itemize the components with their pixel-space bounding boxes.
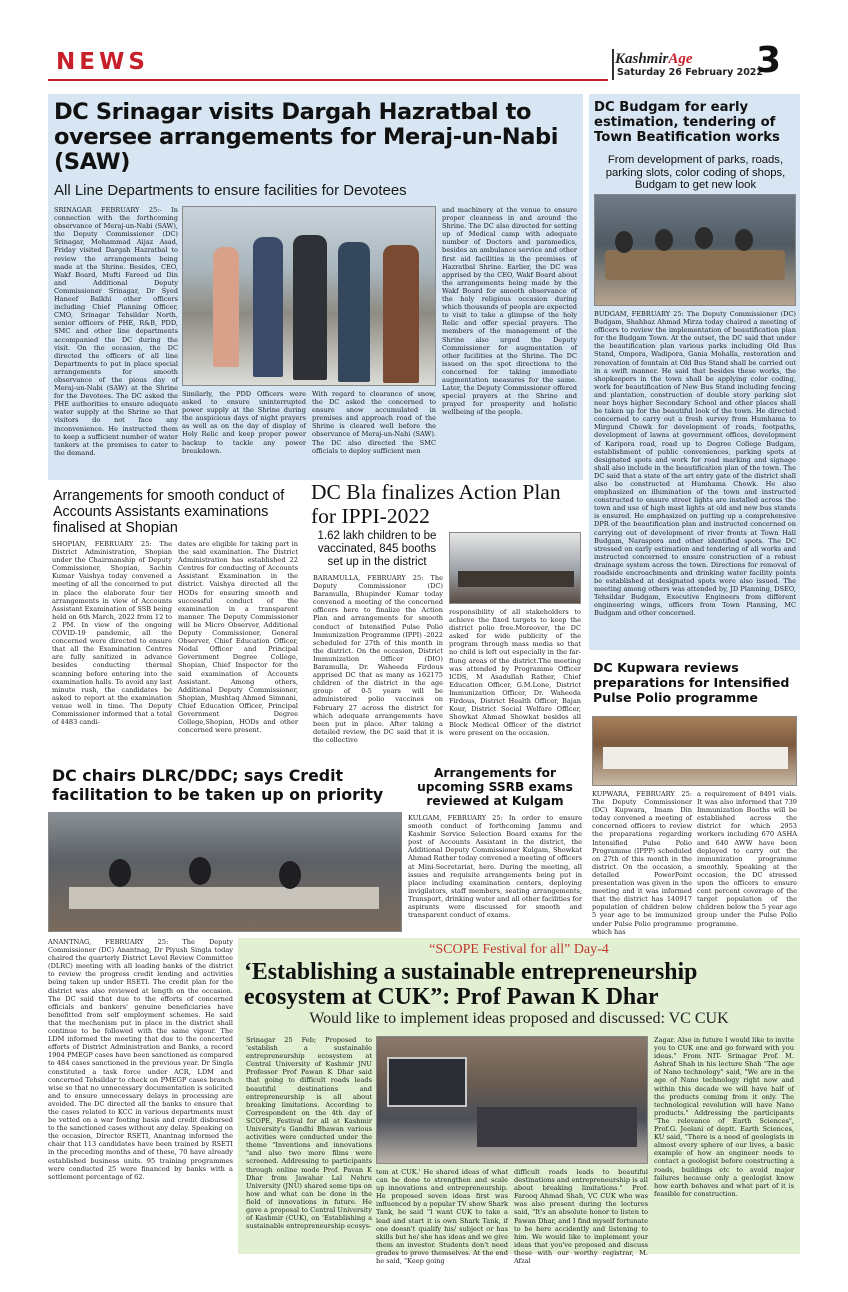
photo-kupwara-meeting [592,716,797,786]
photo-scope-festival [376,1036,648,1164]
story-anantnag-body: ANANTNAG, FEBRUARY 25: The Deputy Commissioner (DC) Anantnag, Dr Piyush Singla today chaired the quarterly District Level Review Committee (DLRC) meeting with all leading banks of the district to review the progress credit lending and activities being taken up under RSETI. The credit plan for the district was also reviewed at length on the occasion. The DC said that due to the efforts of concerned officials and bankers' genuine beneficiaries have benefitted from self employment schemes. He said that the mechanism put in place in the district shall continue to be followed with the same vigour. The LDM informed the meeting that due to the concerted efforts of District Administration and Banks, a record 1904 PMEGP cases have been sanctioned as compared to 484 cases sanctioned in the previous year. Dr Singla constituted a task force under ACR, LDM and concerned Tehsildar to check on PMEGP cases branch wise so that no unnecessary documentation is solicited and to ensure unnecessary delays in processing are avoided. The DC directed all the banks to ensure that the cases related to KCC in various departments must be vetted on a war footing basis and credit disbursed to the sanctioned cases without any delay. Speaking on the occasion, Director RSETI, Anantnag informed the chair that 113 candidates have been trained by RSETI in the preceding months and of these, 70 have already established business units. 95 training programmes were conducted 25 were financed by banks with a settlement percentage of 62. [48,938,233,1181]
story-shopian-col1: SHOPIAN, FEBRUARY 25: The District Administration, Shopian under the Chairmanship of Deputy Commissioner, Shopian, Sachin Kumar Vaishya today convened a meeting of all the concerned to put in place the elaborate four tier arrangements in view of Accounts Assistant Examination of SSB being held on 6th March, 2022 from 12 to 2 PM. In view of the ongoing COVID-19 pandemic, all the concerned were directed to ensure that all the Examination Centres are fully sanitized in advance besides conducting thermal scanning before entering into the examination halls. To avoid any last minute rush, the candidates be asked to report at the examination venue well in time. The Deputy Commissioner informed that a total of 4483 candi- [52,540,172,727]
story-scope-col1: Srinagar 25 Feb; Proposed to 'establish a sustainable entrepreneurship ecosystem at Central University of Kashmir JNU Professor Prof Pawan K Dhar said that going to difficult roads leads beautiful destinations and entrepreneurship is all about breaking limitations. According to Correspondent on the 4th day of SCOPE, Festival for all at Kashmir University's Gandhi Bhawan various activities were conducted under the theme "Inventions and innovations "and also two more films were screened. Addressing to participants through online mode Prof. Pavan K Dhar from Jawahar Lal Nehru University (JNU) shared some tips on how and what can be done in the field of innovations in future. He gave a proposal to Central University of Kashmir (CUK), on 'Establishing a sustainable entrepreneurship ecosys- [246,1036,372,1231]
story-srinagar-col3: With regard to clearance of snow, the DC asked the concerned to ensure snow accumulated in premises and approach road of the Shrine is cleared well before the observance of Meraj-un-Nabi (SAW). The DC also directed the SMC officials to deploy sufficient men [312,390,436,455]
story-anantnag [48,752,402,932]
story-scope-col2: tem at CUK.' He shared ideas of what can be done to strengthen and scale up innovations and entrepreneurship. He proposed seven ideas first was influenced by a popular TV show Shark Tank, he said "I want CUK to take a lead and start it is own Shark Tank, if one doesn't qualify his/ subject or has skills but he/ she has ideas and we give them an investor. Students don't need grades to prove themselves. At the end he said, "Keep going [376,1168,508,1266]
story-srinagar-col1: SRINAGAR FEBRUARY 25:- In connection with the forthcoming observance of Meraj-un-Nabi (SAW), the Deputy Commissioner (DC) Srinagar, Mohammad Aijaz Asad, Friday visited Dargah Hazratbal to review the arrangements being made at the Shrine. Besides, CEO, Wakf Board, Mufti Fareed ud Din and Additional Deputy Commissioner Srinagar, Dr Syed Haneef Balkhi other officers including Chief Planning Officer, CMO, Srinagar Tehsildar North, senior officers of PHE, R&B, PDD, SMC and other line departments accompanied the DC during the visit. On the occasion, the DC directed the officers of all line Departments to put in place special arrangements for smooth observance of the pious day of Meraj-un-Nabi (SAW) at the Shrine for the Devotees. The DC asked the PHE authorities to ensure adequate water supply at the Shrine so that visitors do not face any inconvenience. He instructed them to keep a sufficient number of water tankers at the premises to cater to the demand. [54,206,178,457]
photo-hazratbal-visit [182,206,436,386]
edition-date: Saturday 26 February 2022 [617,67,764,78]
paper-name-part2: Age [668,51,693,67]
story-kulgam-headline: Arrangements for upcoming SSRB exams reviewed at Kulgam [417,766,573,808]
story-baramulla-col2: responsibility of all stakeholders to achieve the fixed targets to keep the district polio free.Moreover, the DC asked for wide publicity of the program through mass media so that no child is left out especially in the far-flung areas of the district.The meeting was attended by Programme Officer ICDS, M Asadullah Rather, Chief Education Officer, G.M.Lone, District Immunization Officer, Dr. Waheeda Firdous, District Health Officer, Bajan Kour, District Social Welfare Officer, Showkat Ahmad Showkat besides all Block Medical Officer of the district were present on the occasion. [449,608,581,738]
story-kupwara-col1: KUPWARA, FEBRUARY 25: The Deputy Commissioner (DC) Kupwara, Imam Din today convened a meeting of concerned officers to review the preparations regarding Intensified Pulse Polio Programme (IPPP) scheduled on 27th of this month in the district. On the occasion, a detailed PowerPoint presentation was given in the meeting and it was informed that the district has 140917 population of children below 5 year age to be immunized under Pulse Polio programme which has [592,790,692,936]
section-label: NEWS [56,49,149,75]
page-number: 3 [756,40,782,81]
story-baramulla-col1: BARAMULLA, FEBRUARY 25: The Deputy Commissioner (DC) Baramulla, Bhupinder Kumar today convened a meeting of the concerned officers here to finalize the Action Plan and arrangements for smooth conduct of Intensified Pulse Polio Immunization Programme (IPPI) -2022 scheduled for 27th of this month in the district. On the occasion, District Immunization Officer (DIO) Baramulla, Dr. Waheeda Firdous apprised DC that as many as 162175 children of the district in the age group of 0-5 years will be administered polio vaccines on February 27 across the district for which adequate arrangements have been put in place. After taking a detailed review, the DC said that it is the collective [313,574,443,744]
story-baramulla-subhead: 1.62 lakh children to be vaccinated, 845 booths set up in the district [317,530,437,568]
story-scope-festival [238,938,800,1266]
story-kulgam [404,752,585,932]
photo-baramulla-meeting [449,532,581,604]
masthead-rule [48,79,608,81]
story-budgam [589,94,800,650]
story-shopian [48,484,301,746]
story-budgam-body: BUDGAM, FEBRUARY 25: The Deputy Commissioner (DC) Budgam, Shahbaz Ahmad Mirza today chaired a meeting of officers to review the implementation of beautification plan for the Budgam Town. At the outset, the DC said that under the beautification plan various parks including Old Bus Stand, Ompora, Wadipora, Gania Mohalla, restoration and renovation of fountain at Old Bus Stand shall be carried out in a swift manner. He said that besides these works, the shopkeepers in the town shall be applying color coding, work for beautification of New Bus Stand including fencing and plantation, construction of double story parking slot near boys higher Secondary School and other places shall be taken up for the beautiful look of the town. He directed concerned to carry out a fresh survey from Humhama to Mirgund Chowk for development of roads, footpaths, development of lawns at government offices, development of Karipora road, road up to Degree College Budgam, establishment of public conveniences, parking spots at designated spots and work for road marking and signage shall also include in the beautification plan of the town. The DC said that a state of the art entry gate of the district shall also be constructed at Humhama Chowk. He also emphasized on illumination of the town and instructed constructed to ensure street lights are installed across the town and use of high mast lights at old and new bus stands is ensured. He emphasized on putting up a comprehensive DPR of the beautification plan and instructed concerned on carrying out of development of river fronts at Town Hall Budgam, Naraspora and other identified spots. The DC stressed on early estimation and tendering of all works and instructed concerned to ensure construction of a robust drainage system across the town. Directions for removal of roadside encroachments and drinking water facility points be established at designated spots were also issued. The meeting among others was attended by, JD Planning, DSEO, Tehsildar Budgam, Executive Engineers from different engineering wings, officers from Town Planning, MC Budgam and other concerned. [594,310,796,618]
story-budgam-headline: DC Budgam for early estimation, tendering of Town Beatification works [594,100,780,145]
story-baramulla [307,480,583,746]
story-srinagar [48,94,583,480]
kashmir-age-logo [615,48,745,66]
story-srinagar-col2: Similarly, the PDD Officers were asked to ensure uninterrupted power supply at the Shrine during the auspicious days of night prayers as well as on the day of display of Holy Relic and keep proper power backup to tackle any power breakdown. [182,390,306,455]
photo-anantnag-meeting [48,812,402,932]
story-srinagar-subhead: All Line Departments to ensure facilities for Devotees [54,182,407,199]
story-scope-subhead: Would like to implement ideas proposed and discussed: VC CUK [309,1010,729,1027]
story-srinagar-col4: and machinery at the venue to ensure proper cleanness in and around the Shrine. The DC also directed for setting up of Medical camp with adequate number of Doctors and paramedics, besides an ambulance service and other first aid facilities in the premises of Hazratbal Shrine. Earlier, the DC was apprised by the CEO, Wakf Board about the arrangements being made by the Wakf Board for smooth observance of the holy religious occasion during which thousands of people are expected to visit to take a glimpse of the holy Relic and offer special prayers. The members of the management of the Shrine also urged the Deputy Commissioner for augmentation of other facilities at the Shrine. The DC issued on the spot directions to the concerned for taking immediate augmentation measures for the same. Later, the Deputy Commissioner offered special prayers at the Shrine and prayed for prosperity and holistic wellbeing of the people. [442,206,577,417]
story-baramulla-headline: DC Bla finalizes Action Plan for IPPI-2022 [311,480,561,528]
story-anantnag-headline: DC chairs DLRC/DDC; says Credit facilitation to be taken up on priority [52,766,384,804]
story-kupwara-col2: a requirement of 8491 vials. It was also informed that 739 Immunization Booths will be established across the district for which 2953 workers including 670 ASHA and 640 AWW have been deployed to carry out the immunization programme smoothly. Speaking at the occasion, the DC stressed upon the officers to ensure cent percent coverage of the target population of the children below the 5 year age group under the Pulse Polio programme. [697,790,797,928]
story-kupwara [589,656,800,934]
photo-budgam-meeting [594,194,796,306]
story-scope-headline: ‘Establishing a sustainable entrepreneurship ecosystem at CUK”: Prof Pawan K Dhar [244,959,698,1010]
masthead-divider [612,49,614,80]
story-kulgam-body: KULGAM, FEBRUARY 25: In order to ensure smooth conduct of forthcoming Jammu and Kashmir Service Selection Board exams for the post of Accounts Assistant in the district, the Additional Deputy Commissioner Kulgam, Showkat Ahmad Rather today convened a meeting of officers at Mini-Secretariat, here. During the meeting, all issues and requisite arrangements being put in place including examination centers, deploying invigilators, staff members, seating arrangements, Transport, drinking water and all other facilities for aspirants were discussed for smooth and transparent conduct of exams. [408,814,583,920]
story-scope-col4: Zagar. Also in future I would like to invite you to CUK one and go forward with you ideas." From NIT- Srinagar Prof. M. Ashraf Shah in his lecture Shah "The age of Nano technology" said, "We are in the age of Nano technology right now and within this decade we will have half of the products coming from it only. The technological revolution will have Nano products." Addressing the participants "The relevance of Earth Sciences", Prof.G. Jeelani of deptt. Earth Sciences, KU said, "There is a need of geologists in almost every sphere of our lives, a basic example of how an engineer needs to contact a geologist before constructing a roads, buildings etc to avoid major failures because only a geologist know how earth behaves and what part of it is feasible for construction. [654,1036,794,1198]
paper-name-part1: Kashmir [615,51,669,67]
story-scope-kicker: “SCOPE Festival for all” Day-4 [429,942,609,957]
story-scope-col3: difficult roads leads to beautiful destinations and entrepreneurship is all about breaking limitations." Prof. Farooq Ahmad Shah, VC CUK who was was also present during the lectures said, "It's an absolute honor to listen to Pawan Dhar, and I find myself fortunate to be here accidently and listening to him. We would like to implement your ideas that you've proposed and discuss these with our worthy registrar, M. Afzal [514,1168,648,1266]
story-srinagar-headline: DC Srinagar visits Dargah Hazratbal to oversee arrangements for Meraj-un-Nabi (SAW) [54,99,559,175]
masthead [0,0,848,82]
story-budgam-subhead: From development of parks, roads, parking slots, color coding of shops, Budgam to get new look [605,154,786,191]
story-shopian-headline: Arrangements for smooth conduct of Accounts Assistants examinations finalised at Shopian [53,488,285,536]
story-shopian-col2: dates are eligible for taking part in the said examination. The District Administration has established 22 Centres for conducting of Accounts Assistant Examination in the district. Vaishya directed all the HODs for ensuring smooth and successful conduct of the examination in a transparent manner. The Deputy Commissioner will be Micro Observer, Additional Deputy Commissioner, General Observer, Chief Education Officer, Nodal Officer and Principal Government Degree College, Shopian, Chief Inspector for the said examination of Accounts Assistant. Among others, Additional Deputy Commissioner, Shopian, Mushtaq Ahmed Simnani, Chief Education Officer, Principal Government Degree College,Shopian, HODs and other concerned were present. [178,540,298,735]
story-kupwara-headline: DC Kupwara reviews preparations for Intensified Pulse Polio programme [593,660,790,705]
